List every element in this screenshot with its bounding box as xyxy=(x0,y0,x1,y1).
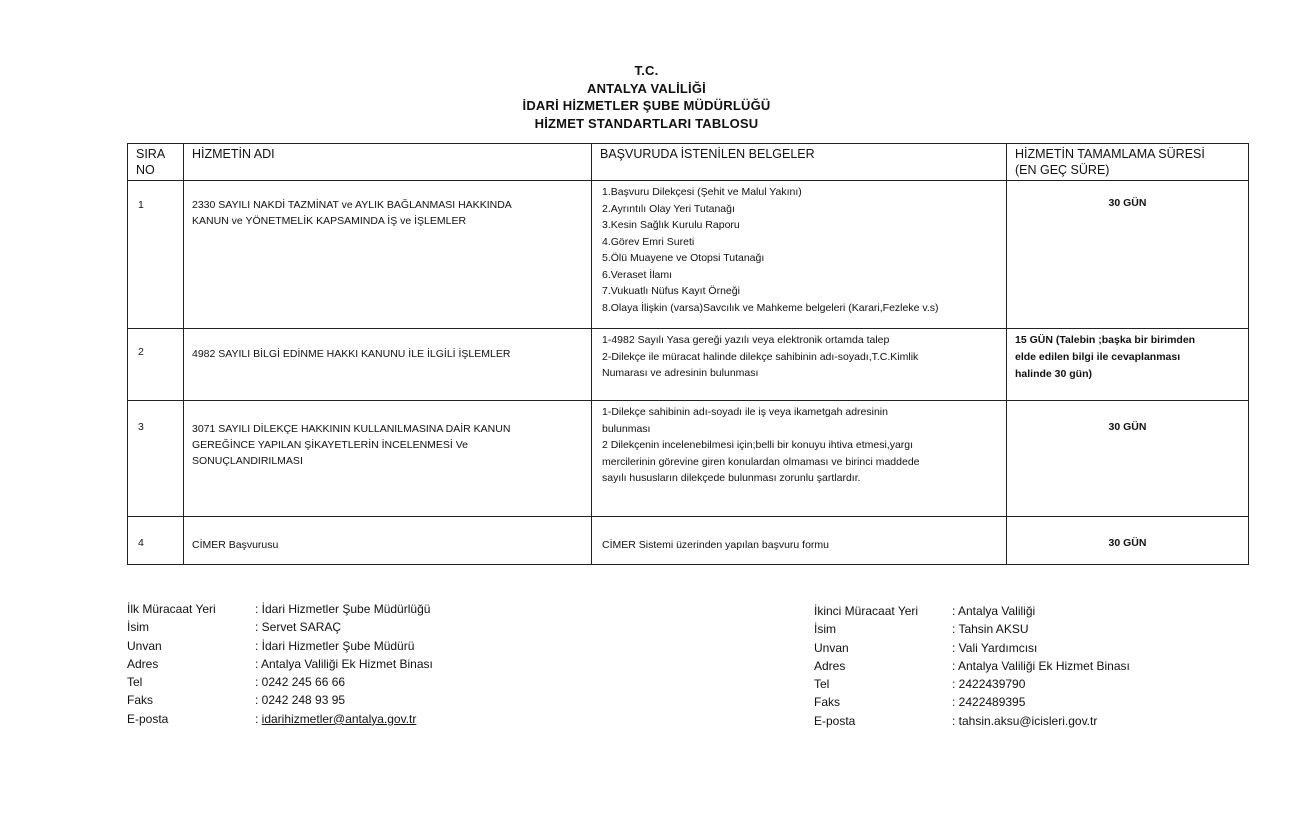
header-sira-no xyxy=(128,144,184,181)
header-directorate: İDARİ HİZMETLER ŞUBE MÜDÜRLÜĞÜ xyxy=(522,98,771,113)
contact-row xyxy=(814,657,1130,675)
second-application-contact xyxy=(814,602,1130,730)
document-item: 6.Veraset İlamı xyxy=(602,268,673,281)
document-item: 4.Görev Emri Sureti xyxy=(602,235,695,248)
row-documents xyxy=(592,517,1007,565)
row-number: 4 xyxy=(128,517,184,565)
contact-label: Unvan xyxy=(127,638,162,653)
contact-row xyxy=(127,618,433,636)
row-completion-time: 30 GÜN xyxy=(1007,401,1249,517)
contact-label: Tel xyxy=(127,675,143,690)
header-required-docs: BAŞVURUDA İSTENİLEN BELGELER xyxy=(592,144,1007,181)
contact-row xyxy=(814,675,1130,693)
service-name-line: SONUÇLANDIRILMASI xyxy=(192,455,303,467)
contact-label: İsim xyxy=(814,622,836,637)
completion-time-line: 15 GÜN (Talebin ;başka bir birimden xyxy=(1015,334,1196,346)
document-item: sayılı hususların dilekçede bulunması zorunlu şartlardır. xyxy=(602,472,861,484)
service-name-line: GEREĞİNCE YAPILAN ŞİKAYETLERİN İNCELENMESİ Ve xyxy=(192,439,469,451)
row-completion-time: 30 GÜN xyxy=(1007,181,1249,329)
service-name-line: 4982 SAYILI BİLGİ EDİNME HAKKI KANUNU İLE İLGİLİ İŞLEMLER xyxy=(192,348,511,360)
contact-value: : Antalya Valiliği Ek Hizmet Binası xyxy=(952,658,1130,673)
document-item: mercilerinin görevine giren konulardan olmaması ve birinci maddede xyxy=(602,455,920,468)
contact-label: İsim xyxy=(127,620,149,635)
row-service-name xyxy=(184,517,592,565)
table-header-row xyxy=(128,144,1249,181)
contact-label: Unvan xyxy=(814,640,849,655)
document-header xyxy=(0,62,1293,132)
header-completion-time xyxy=(1007,144,1249,181)
document-item: 2-Dilekçe ile müracat halinde dilekçe sahibinin adı-soyadı,T.C.Kimlik xyxy=(602,350,919,363)
contact-value: : Antalya Valiliği xyxy=(952,604,1036,618)
contact-label: İkinci Müracaat Yeri xyxy=(814,604,919,618)
header-no: NO xyxy=(136,163,155,177)
contact-value: : Antalya Valiliği Ek Hizmet Binası xyxy=(255,656,433,671)
contact-row xyxy=(814,693,1130,711)
contact-value: : İdari Hizmetler Şube Müdürü xyxy=(255,638,415,653)
document-item: 2.Ayrıntılı Olay Yeri Tutanağı xyxy=(602,202,735,215)
row-completion-time: 30 GÜN xyxy=(1007,517,1249,565)
header-time-line2: (EN GEÇ SÜRE) xyxy=(1015,163,1110,177)
email-link[interactable]: : tahsin.aksu@icisleri.gov.tr xyxy=(952,713,1098,728)
contact-value: : Vali Yardımcısı xyxy=(952,640,1038,655)
contact-value: : 0242 248 93 95 xyxy=(255,693,346,708)
contact-row xyxy=(127,691,433,709)
row-number: 3 xyxy=(128,401,184,517)
contact-label: İlk Müracaat Yeri xyxy=(127,602,216,616)
document-item: bulunması xyxy=(602,422,651,435)
email-prefix: : xyxy=(255,711,262,726)
service-name-line: KANUN ve YÖNETMELİK KAPSAMINDA İŞ ve İŞLEMLER xyxy=(192,215,467,227)
document-item: 3.Kesin Sağlık Kurulu Raporu xyxy=(602,219,740,231)
header-service-name: HİZMETİN ADI xyxy=(184,144,592,181)
contact-row xyxy=(814,620,1130,638)
table-row xyxy=(128,329,1249,401)
contact-row xyxy=(814,602,1130,620)
document-item: 7.Vukuatlı Nüfus Kayıt Örneği xyxy=(602,285,740,297)
row-number: 1 xyxy=(128,181,184,329)
contact-label: Faks xyxy=(814,695,841,710)
row-service-name xyxy=(184,329,592,401)
service-name-line: CİMER Başvurusu xyxy=(192,539,279,551)
header-governorship: ANTALYA VALİLİĞİ xyxy=(586,80,706,96)
document-item: 8.Olaya İlişkin (varsa)Savcılık ve Mahkeme belgeleri (Karari,Fezleke v.s) xyxy=(602,301,939,314)
document-item: 1-Dilekçe sahibinin adı-soyadı ile iş veya ikametgah adresinin xyxy=(602,406,888,418)
contact-label: Adres xyxy=(127,656,159,671)
document-item: Numarası ve adresinin bulunması xyxy=(602,367,759,379)
document-item: 1-4982 Sayılı Yasa gereği yazılı veya elektronik ortamda talep xyxy=(602,334,890,346)
contact-value: : 2422439790 xyxy=(952,677,1026,692)
table-row xyxy=(128,181,1249,329)
contact-row xyxy=(127,637,433,655)
document-item: CİMER Sistemi üzerinden yapılan başvuru formu xyxy=(602,539,830,551)
document-item: 5.Ölü Muayene ve Otopsi Tutanağı xyxy=(602,252,765,264)
completion-time-line: elde edilen bilgi ile cevaplanması xyxy=(1015,351,1181,363)
contact-value: : 0242 245 66 66 xyxy=(255,675,346,690)
header-time-line1: HİZMETİN TAMAMLAMA SÜRESİ xyxy=(1015,147,1205,161)
contact-label: E-posta xyxy=(127,711,169,726)
contact-value: : Tahsin AKSU xyxy=(952,622,1029,637)
contact-label: Faks xyxy=(127,693,154,708)
contact-row xyxy=(814,712,1130,730)
service-standards-table xyxy=(127,143,1249,565)
header-table-title: HİZMET STANDARTLARI TABLOSU xyxy=(534,115,759,131)
service-name-line: 3071 SAYILI DİLEKÇE HAKKININ KULLANILMASINA DAİR KANUN xyxy=(192,423,511,435)
contact-row xyxy=(814,639,1130,657)
contact-row xyxy=(127,673,433,691)
document-item: 1.Başvuru Dilekçesi (Şehit ve Malul Yakını) xyxy=(602,186,802,198)
row-completion-time xyxy=(1007,329,1249,401)
contact-label: Adres xyxy=(814,658,846,673)
row-service-name xyxy=(184,181,592,329)
contact-value: : İdari Hizmetler Şube Müdürlüğü xyxy=(255,602,431,616)
contact-row xyxy=(127,600,433,618)
row-service-name xyxy=(184,401,592,517)
contact-value: : Servet SARAÇ xyxy=(255,620,342,635)
service-name-line: 2330 SAYILI NAKDİ TAZMİNAT ve AYLIK BAĞLANMASI HAKKINDA xyxy=(192,199,512,211)
row-documents xyxy=(592,401,1007,517)
header-sira: SIRA xyxy=(136,147,166,161)
contact-value: : 2422489395 xyxy=(952,695,1026,710)
contact-label: Tel xyxy=(814,677,830,692)
row-documents xyxy=(592,181,1007,329)
completion-time-line: halinde 30 gün) xyxy=(1015,368,1093,380)
row-number: 2 xyxy=(128,329,184,401)
header-tc: T.C. xyxy=(634,63,659,78)
email-link[interactable]: idarihizmetler@antalya.gov.tr xyxy=(261,711,417,726)
contact-row xyxy=(127,710,433,728)
contact-row xyxy=(127,655,433,673)
table-row xyxy=(128,401,1249,517)
first-application-contact xyxy=(127,600,433,728)
contact-label: E-posta xyxy=(814,713,856,728)
contact-value xyxy=(255,710,416,728)
table-row xyxy=(128,517,1249,565)
row-documents xyxy=(592,329,1007,401)
document-item: 2 Dilekçenin incelenebilmesi için;belli bir konuyu ihtiva etmesi,yargı xyxy=(602,439,914,451)
